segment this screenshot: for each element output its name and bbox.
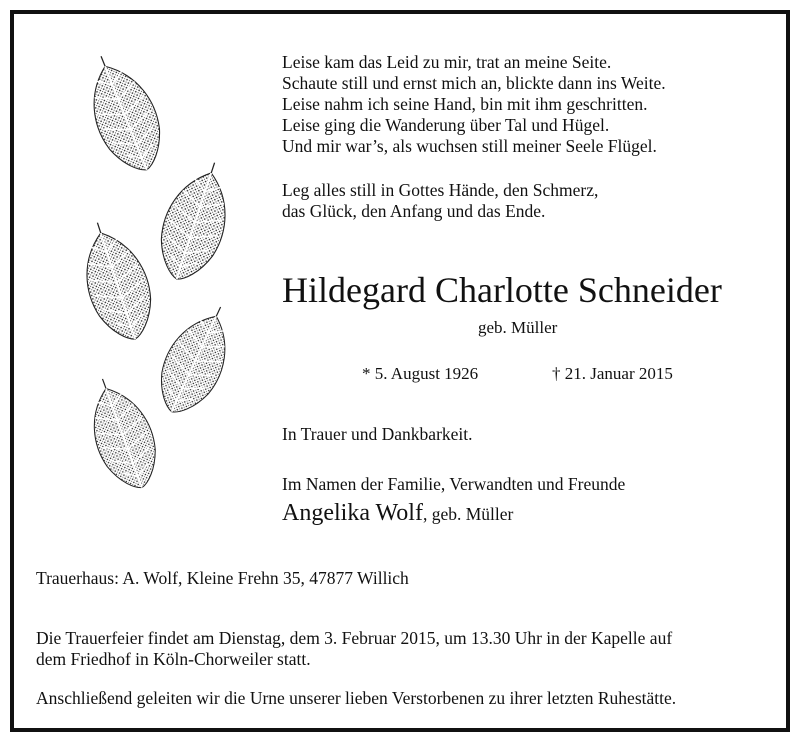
urn-notice: Anschließend geleiten wir die Urne unserer lieben Verstorbenen zu ihrer letzten Ruhestätte. (36, 688, 677, 708)
leaf-2 (149, 154, 243, 289)
funeral-notice (36, 628, 672, 670)
poem-line: Leise ging die Wanderung über Tal und Hügel. (282, 115, 610, 135)
deceased-name: Hildegard Charlotte Schneider (282, 270, 722, 310)
poem-line: Schaute still und ernst mich an, blickte dann ins Weite. (282, 73, 666, 93)
leaf-5 (76, 369, 168, 496)
verse-line: das Glück, den Anfang und das Ende. (282, 201, 546, 221)
mourning-house-address: Trauerhaus: A. Wolf, Kleine Frehn 35, 47877 Willich (36, 568, 409, 588)
death-date: † 21. Januar 2015 (552, 364, 673, 383)
poem-line: Leise kam das Leid zu mir, trat an meine Seite. (282, 52, 612, 72)
family-line: Im Namen der Familie, Verwandten und Freunde (282, 474, 626, 494)
poem-line: Und mir war’s, als wuchsen still meiner Seele Flügel. (282, 136, 657, 156)
leaf-3 (76, 214, 163, 349)
verse-line: Leg alles still in Gottes Hände, den Schmerz, (282, 180, 599, 200)
verse (282, 180, 598, 222)
birth-date: * 5. August 1926 (362, 364, 479, 383)
obituary-frame (10, 10, 790, 732)
signer-name: Angelika Wolf (282, 500, 423, 526)
funeral-line: dem Friedhof in Köln-Chorweiler statt. (36, 649, 311, 669)
funeral-line: Die Trauerfeier findet am Dienstag, dem 3. Februar 2015, um 13.30 Uhr in der Kapelle auf (36, 628, 673, 648)
poem-line: Leise nahm ich seine Hand, bin mit ihm geschritten. (282, 94, 648, 114)
mourning-line: In Trauer und Dankbarkeit. (282, 424, 473, 444)
signer (282, 498, 513, 528)
leaves-illustration (76, 46, 246, 496)
deceased-maiden-name: geb. Müller (478, 318, 558, 337)
poem (282, 52, 666, 157)
leaf-4 (146, 295, 246, 423)
leaf-1 (76, 46, 174, 181)
signer-maiden-name: , geb. Müller (422, 504, 514, 524)
